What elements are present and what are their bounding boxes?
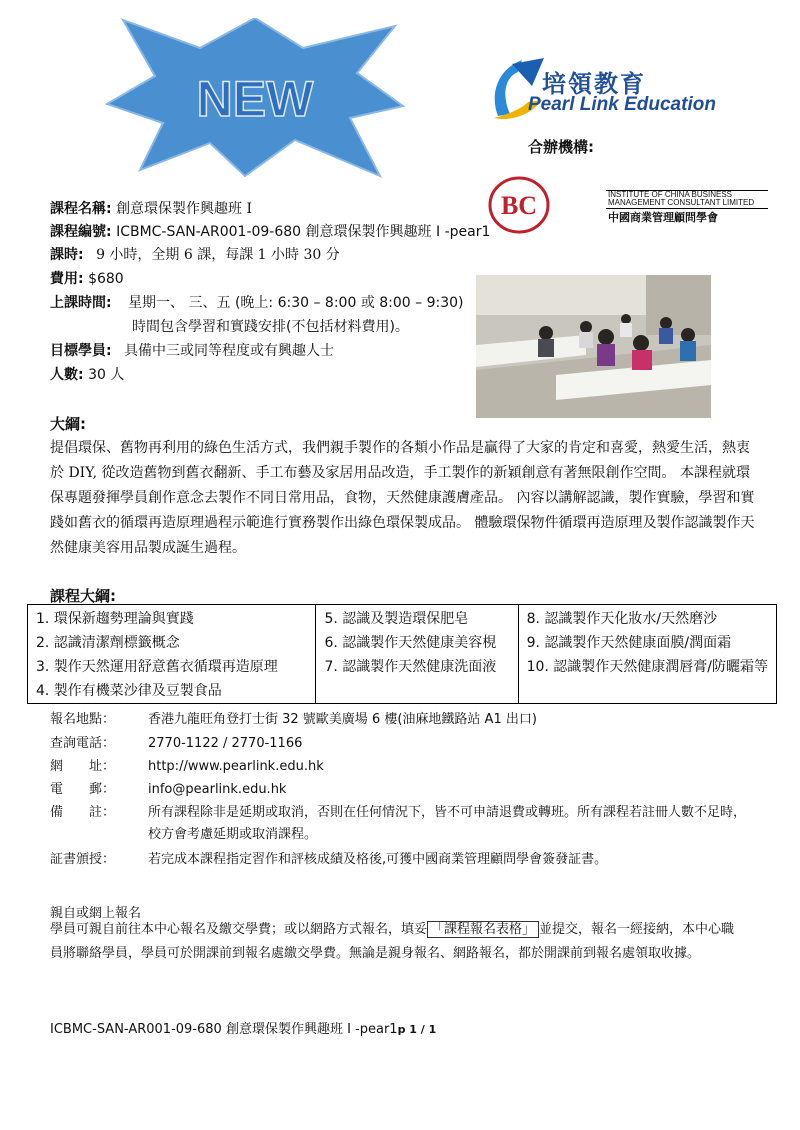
schedule-label: 上課時間:	[50, 295, 112, 311]
schedule-line	[50, 291, 464, 315]
address-label: 報名地點：	[50, 712, 116, 727]
fee-value: $680	[88, 271, 124, 287]
syllabus-column-1	[28, 605, 316, 704]
remark-line-2: 校方會考慮延期或取消課程。	[148, 827, 318, 842]
fee-line	[50, 267, 124, 291]
syllabus-item: 4. 製作有機菜沙律及豆製食品	[36, 683, 222, 699]
syllabus-item: 6. 認識製作天然健康美容梘	[324, 635, 497, 651]
co-org-en-1: INSTITUTE OF CHINA BUSINESS	[608, 190, 733, 199]
syllabus-item: 9. 認識製作天然健康面膜/潤面霜	[526, 635, 732, 651]
syllabus-table	[27, 604, 777, 704]
registration-form-link[interactable]: 「課程報名表格」	[427, 921, 539, 938]
address-row	[50, 709, 770, 731]
co-org-en-2: MANAGEMENT CONSULTANT LIMITED	[608, 198, 755, 207]
email-label: 電 郵：	[50, 782, 116, 797]
syllabus-item: 7. 認識製作天然健康洗面液	[324, 659, 497, 675]
course-name-line	[50, 197, 252, 221]
email-link[interactable]: info@pearlink.edu.hk	[148, 782, 287, 797]
target-value: 具備中三或同等程度或有興趣人士	[124, 343, 335, 359]
outline-body	[50, 436, 760, 561]
syllabus-item: 10. 認識製作天然健康潤唇膏/防曬霜等	[526, 659, 768, 675]
syllabus-item: 1. 環保新趨勢理論與實踐	[36, 611, 194, 627]
course-name-value: 創意環保製作興趣班 I	[116, 201, 253, 217]
quota-line	[50, 363, 124, 387]
certificate-row	[50, 849, 770, 871]
target-label: 目標學員:	[50, 343, 112, 359]
fee-label: 費用:	[50, 271, 84, 287]
hours-label: 課時:	[50, 247, 84, 263]
quota-label: 人數:	[50, 367, 84, 383]
website-label: 網 址：	[50, 759, 116, 774]
co-organizer-label: 合辦機構:	[528, 138, 594, 156]
syllabus-column-3	[518, 605, 776, 704]
co-organizer-logo	[488, 176, 778, 234]
syllabus-item: 8. 認識製作天化妝水/天然磨沙	[526, 611, 718, 627]
phone-label: 查詢電話：	[50, 736, 116, 751]
phone-value: 2770-1122 / 2770-1166	[148, 736, 303, 751]
signup-text-c: 員將聯絡學員，學員可於開課前到報名處繳交學費。無論是親身報名、網路報名，都於開課前到報名處領取收據。	[50, 946, 701, 961]
institute-emblem-icon	[488, 176, 550, 234]
address-value: 香港九龍旺角登打士街 32 號歐美廣場 6 樓(油麻地鐵路站 A1 出口)	[148, 712, 537, 727]
svg-text:BC: BC	[500, 191, 538, 220]
page-number: p 1 / 1	[397, 1023, 437, 1036]
schedule-value: 星期一、 三、五 (晚上: 6:30 – 8:00 或 8:00 – 9:30)	[128, 295, 464, 311]
new-label: NEW	[196, 71, 314, 127]
classroom-photo	[476, 275, 711, 418]
signup-text-b: 並提交，報名一經接納，本中心職	[539, 922, 735, 937]
syllabus-column-2	[316, 605, 518, 704]
remark-line-1: 所有課程除非是延期或取消，否則在任何情況下，皆不可申請退費或轉班。所有課程若註冊人數不足時，	[148, 805, 747, 820]
quota-value: 30 人	[88, 367, 125, 383]
footer	[50, 1018, 436, 1037]
syllabus-title: 課程大綱:	[50, 587, 116, 605]
outline-paragraph: 提倡環保、舊物再利用的綠色生活方式，我們親手製作的各類小作品是贏得了大家的肯定和喜愛，熱愛生活，熱衷於 DIY, 從改造舊物到舊衣翻新、手工布藝及家居用品改造，手工製作的新穎創意有著無限創作空間。 本課程就環保專題發揮學員創作意念去製作不同日常用品，食物，天然健康護膚產品。 內容以講解認識，製作實驗，學習和實踐如舊衣的循環再造原理過程示範進行實務製作出綠色環保製成品。 體驗環保物件循環再造原理及製作認識製作天然健康美容用品製成誕生過程。	[50, 440, 755, 556]
syllabus-item: 5. 認識及製造環保肥皂	[324, 611, 469, 627]
co-org-cn: 中國商業管理顧問學會	[608, 211, 718, 224]
signup-text-a: 學員可親自前往本中心報名及繳交學費；或以網路方式報名，填妥	[50, 922, 428, 937]
syllabus-item: 2. 認識清潔劑標籤概念	[36, 635, 180, 651]
website-row	[50, 756, 770, 778]
phone-row	[50, 733, 770, 755]
certificate-label: 証書頒授：	[50, 852, 116, 867]
course-code-value: ICBMC-SAN-AR001-09-680 創意環保製作興趣班 I -pear1	[116, 224, 491, 240]
new-badge	[105, 18, 405, 178]
syllabus-item: 3. 製作天然運用舒意舊衣循環再造原理	[36, 659, 278, 675]
course-name-label: 課程名稱:	[50, 201, 112, 217]
website-link[interactable]: http://www.pearlink.edu.hk	[148, 759, 324, 774]
brand-cn: 培領教育	[542, 70, 646, 98]
remark-label: 備 註：	[50, 805, 116, 820]
brand-en: Pearl Link Education	[528, 94, 716, 115]
footer-code: ICBMC-SAN-AR001-09-680 創意環保製作興趣班 I -pear1	[50, 1022, 398, 1037]
schedule-note: 時間包含學習和實踐安排(不包括材料費用)。	[132, 319, 409, 335]
hours-line	[50, 243, 340, 267]
course-code-line	[50, 220, 490, 244]
hours-value: 9 小時，全期 6 課，每課 1 小時 30 分	[96, 247, 340, 263]
signup-heading: 親自或網上報名	[50, 906, 142, 921]
remark-row	[50, 802, 770, 848]
certificate-value: 若完成本課程指定習作和評核成績及格後,可獲中國商業管理顧問學會簽發証書。	[148, 852, 608, 867]
pearl-link-logo	[488, 56, 728, 126]
target-line	[50, 339, 334, 363]
outline-title: 大綱:	[50, 415, 86, 433]
signup-body	[50, 918, 770, 966]
email-row	[50, 779, 770, 801]
course-code-label: 課程編號:	[50, 224, 112, 240]
